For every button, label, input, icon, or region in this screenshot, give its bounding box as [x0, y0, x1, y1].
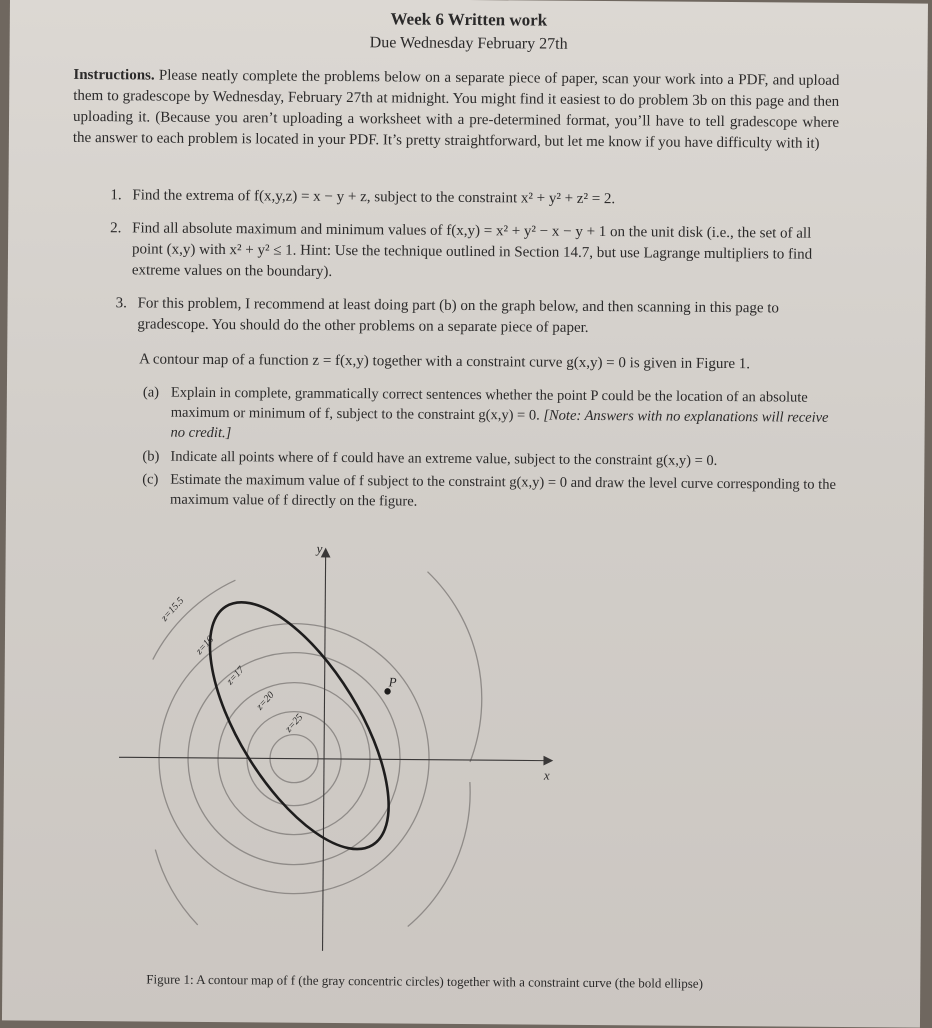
contour-arc — [426, 572, 483, 762]
problem-3b-text: Indicate all points where of f could have an extreme value, subject to the constraint g(x,y) = 0. — [170, 448, 718, 469]
problem-3c — [142, 470, 838, 515]
problem-2-text: Find all absolute maximum and minimum values of f(x,y) = x² + y² − x − y + 1 on the unit disk (i.e., the set of all point (x,y) with x² + y² ≤ 1. Hint: Use the technique outlined in Section 14.7, but use Lagrange multipliers to find extreme values on the boundary). — [131, 220, 813, 280]
problem-1-text: Find the extrema of f(x,y,z) = x − y + z, subject to the constraint x² + y² + z² = 2. — [132, 187, 616, 208]
instructions — [73, 65, 840, 155]
x-axis — [119, 757, 544, 760]
instructions-heading: Instructions. — [73, 66, 155, 84]
instructions-body: Please neatly complete the problems below on a separate piece of paper, scan your work into a PDF, and upload them to gradescope by Wednesday, February 27th at midnight. You might find it easiest to do problem 3b on this page and then uploading it. (Because you aren’t uploading a worksheet with a pre-determined format, you’ll have to tell gradescope where the answer to each problem is located in your PDF. It’s pretty straightforward, but let me know if you have difficulty with it) — [72, 67, 840, 152]
page-title: Week 6 Written work — [390, 9, 548, 30]
problem-3c-text: Estimate the maximum value of f subject to the constraint g(x,y) = 0 and draw the level curve corresponding to the maximum value of f directly on the figure. — [170, 471, 836, 510]
worksheet-page — [2, 0, 928, 1028]
x-axis-arrow — [544, 757, 552, 765]
y-axis-arrow — [322, 549, 330, 557]
contour-label: z=25 — [283, 711, 306, 735]
problem-3b — [142, 447, 838, 472]
problem-3a-label: (a) — [142, 384, 160, 401]
contour-arc — [408, 782, 471, 927]
due-date: Due Wednesday February 27th — [369, 34, 568, 53]
y-axis-label: y — [316, 540, 323, 556]
contour-label: z=16 — [193, 634, 216, 657]
problem-3-number: 3. — [115, 295, 127, 312]
problem-3c-label: (c) — [142, 471, 159, 488]
problem-3a-note: [Note: Answers with no explanations will receive no credit.] — [170, 407, 829, 442]
problem-2 — [110, 218, 844, 287]
problem-2-number: 2. — [110, 220, 122, 237]
x-axis-label: x — [543, 767, 550, 783]
problem-3a-text: Explain in complete, grammatically correct sentences whether the point P could be the location of an absolute maximum or minimum of f, subject to the constraint g(x,y) = 0. — [170, 384, 808, 424]
contour-arc — [155, 850, 199, 925]
contour-figure — [102, 529, 585, 973]
problem-3 — [115, 293, 843, 341]
contour-label: z=15.5 — [159, 595, 187, 624]
problem-1 — [110, 185, 832, 211]
y-axis — [323, 557, 326, 951]
problem-3-text: For this problem, I recommend at least doing part (b) on the graph below, and then scanning in this page to gradescope. You should do the other problems on a separate piece of paper. — [137, 295, 780, 336]
contour-label: z=20 — [254, 689, 277, 713]
point-p-label: P — [388, 674, 397, 690]
contour-label: z=17 — [224, 664, 247, 688]
problem-3-intro: A contour map of a function z = f(x,y) together with a constraint curve g(x,y) = 0 is given in Figure 1. — [139, 351, 751, 373]
figure-caption: Figure 1: A contour map of f (the gray concentric circles) together with a constraint curve (the bold ellipse) — [146, 971, 703, 991]
problem-1-number: 1. — [110, 187, 122, 204]
problem-3b-label: (b) — [142, 448, 160, 465]
problem-3a — [142, 383, 839, 448]
